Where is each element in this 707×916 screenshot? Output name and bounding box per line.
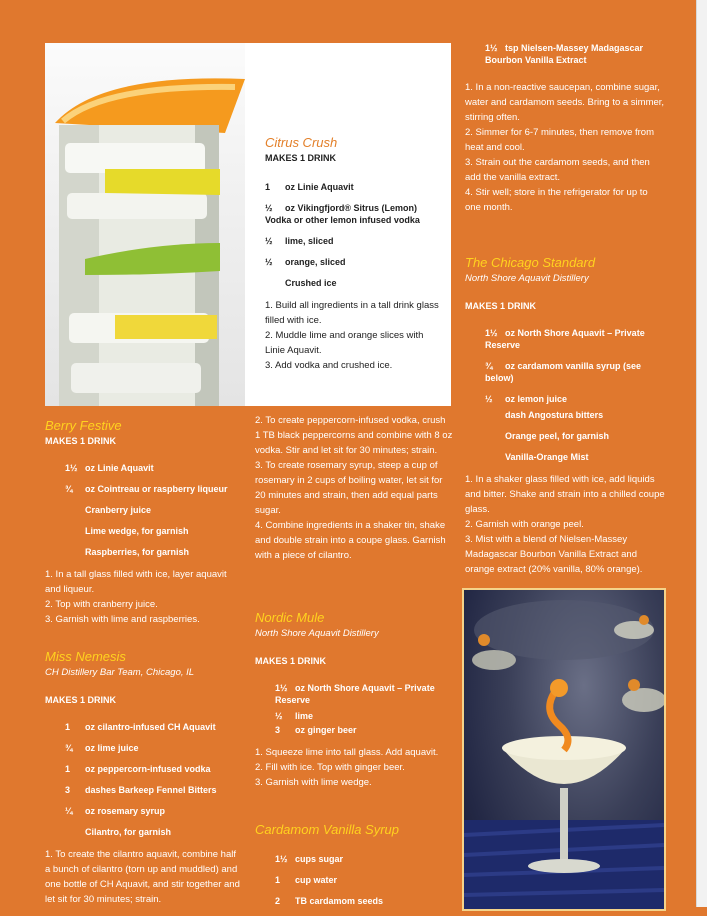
berry-festive-steps xyxy=(45,567,245,627)
cardamom-syrup-recipe xyxy=(255,822,453,916)
step: 4. Stir well; store in the refrigerator for up to one month. xyxy=(465,187,648,213)
ingredient: ½ orange, sliced xyxy=(265,257,346,267)
ingredient: Crushed ice xyxy=(285,278,337,288)
page-edge xyxy=(696,0,707,907)
cardamom-syrup-ingredients xyxy=(255,853,453,907)
berry-festive-makes: MAKES 1 DRINK xyxy=(45,436,117,446)
chicago-standard-subtitle: North Shore Aquavit Distillery xyxy=(465,273,589,284)
ingredient: 3 dashes Barkeep Fennel Bitters xyxy=(65,785,217,795)
step: 3. Garnish with lime wedge. xyxy=(255,777,372,788)
chicago-standard-makes: MAKES 1 DRINK xyxy=(465,301,537,311)
step: 1. In a tall glass filled with ice, layer aquavit and liqueur. xyxy=(45,569,227,595)
ingredient: dash Angostura bitters xyxy=(505,410,604,420)
ingredient: Cranberry juice xyxy=(85,505,152,515)
citrus-crush-ingredients xyxy=(265,181,445,289)
ingredient: 1½ oz Linie Aquavit xyxy=(65,463,154,473)
miss-nemesis-steps xyxy=(45,847,243,907)
step: 3. Add vodka and crushed ice. xyxy=(265,360,393,371)
chicago-standard-ingredients xyxy=(465,327,655,463)
step: 1. Squeeze lime into tall glass. Add aquavit. xyxy=(255,747,439,758)
step: 2. Simmer for 6-7 minutes, then remove from heat and cool. xyxy=(465,127,655,153)
step: 3. To create rosemary syrup, steep a cup of rosemary in 2 cups of boiling water, let sit for 20 minutes and strain, then add equal parts sugar. xyxy=(255,460,443,516)
citrus-crush-steps xyxy=(265,298,443,373)
ingredient: ¾ oz Cointreau or raspberry liqueur xyxy=(65,484,228,494)
ingredient: 1½ oz North Shore Aquavit – Private Reserve xyxy=(485,328,645,350)
coupe-glasses-image xyxy=(464,590,664,909)
ingredient: 1½ oz North Shore Aquavit – Private Reserve xyxy=(275,683,435,705)
ingredient: ¾ oz lime juice xyxy=(65,743,139,753)
miss-nemesis-steps-continued xyxy=(255,413,453,563)
miss-nemesis-title: Miss Nemesis xyxy=(45,649,126,664)
citrus-crush-recipe xyxy=(265,135,445,373)
ingredient: 2 TB cardamom seeds xyxy=(275,896,384,906)
ingredient: 1 cup water xyxy=(275,875,338,885)
nordic-mule-subtitle: North Shore Aquavit Distillery xyxy=(255,628,379,639)
nordic-mule-steps xyxy=(255,745,453,790)
nordic-mule-makes: MAKES 1 DRINK xyxy=(255,656,327,666)
ingredient: Raspberries, for garnish xyxy=(85,547,190,557)
step: 3. Garnish with lime and raspberries. xyxy=(45,614,200,625)
berry-festive-ingredients xyxy=(45,462,245,558)
ingredient: ¾ oz cardamom vanilla syrup (see below) xyxy=(485,361,642,383)
ingredient: ½ oz lemon juice xyxy=(485,394,568,404)
cardamom-syrup-continued xyxy=(465,42,665,215)
cardamom-syrup-steps xyxy=(465,80,665,215)
hero-panel xyxy=(45,43,451,406)
ingredient: 1 oz Linie Aquavit xyxy=(265,182,354,192)
step: 2. Fill with ice. Top with ginger beer. xyxy=(255,762,405,773)
step: 4. Combine ingredients in a shaker tin, shake and double strain into a coupe glass. Garnish with a piece of cilantro. xyxy=(255,520,446,561)
step: 3. Mist with a blend of Nielsen-Massey Madagascar Bourbon Vanilla Extract and orange extract (20% vanilla, 80% orange). xyxy=(465,534,643,575)
step: 1. Build all ingredients in a tall drink glass filled with ice. xyxy=(265,300,439,326)
cardamom-syrup-title: Cardamom Vanilla Syrup xyxy=(255,822,400,837)
citrus-crush-makes: MAKES 1 DRINK xyxy=(265,153,337,163)
nordic-mule-ingredients xyxy=(255,682,445,736)
berry-festive-title: Berry Festive xyxy=(45,418,122,433)
chicago-standard-title: The Chicago Standard xyxy=(465,255,596,270)
ingredient: ¼ oz rosemary syrup xyxy=(65,806,166,816)
step: 3. Strain out the cardamom seeds, and then add the vanilla extract. xyxy=(465,157,650,183)
miss-nemesis-makes: MAKES 1 DRINK xyxy=(45,695,117,705)
step: 2. Muddle lime and orange slices with Linie Aquavit. xyxy=(265,330,424,356)
ingredient: 1 oz peppercorn-infused vodka xyxy=(65,764,211,774)
ingredient: 1½ tsp Nielsen-Massey Madagascar Bourbon Vanilla Extract xyxy=(485,43,644,65)
ingredient: Orange peel, for garnish xyxy=(505,431,610,441)
nordic-mule-recipe xyxy=(255,610,453,790)
ingredient: ½ lime xyxy=(275,711,314,721)
step: 1. In a non-reactive saucepan, combine sugar, water and cardamom seeds. Bring to a simmer, stirring often. xyxy=(465,82,665,123)
step: 2. To create peppercorn-infused vodka, crush 1 TB black peppercorns and combine with 8 oz vodka. Stir and let sit for 30 minutes; strain. xyxy=(255,415,453,456)
chicago-standard-steps xyxy=(465,472,665,577)
miss-nemesis-subtitle: CH Distillery Bar Team, Chicago, IL xyxy=(45,667,195,678)
ingredient: Lime wedge, for garnish xyxy=(85,526,189,536)
step: 1. To create the cilantro aquavit, combine half a bunch of cilantro (torn up and muddled) and one bottle of CH Aquavit, and stir together and let sit for 30 minutes; strain. xyxy=(45,849,240,905)
step: 1. In a shaker glass filled with ice, add liquids and bitter. Shake and strain into a chilled coupe glass. xyxy=(465,474,665,515)
citrus-crush-title: Citrus Crush xyxy=(265,135,338,150)
ingredient: Vanilla-Orange Mist xyxy=(505,452,589,462)
miss-nemesis-recipe xyxy=(45,649,245,907)
nordic-mule-title: Nordic Mule xyxy=(255,610,325,625)
ingredient: 3 oz ginger beer xyxy=(275,725,357,735)
chicago-standard-recipe xyxy=(465,255,665,577)
ingredient: Cilantro, for garnish xyxy=(85,827,172,837)
berry-festive-recipe xyxy=(45,418,245,627)
miss-nemesis-ingredients xyxy=(45,721,245,838)
ingredient: ½ lime, sliced xyxy=(265,236,334,246)
step: 2. Garnish with orange peel. xyxy=(465,519,584,530)
step: 2. Top with cranberry juice. xyxy=(45,599,158,610)
coupe-cocktail-photo xyxy=(462,588,666,911)
ingredient: 1½ cups sugar xyxy=(275,854,344,864)
tall-drink-photo xyxy=(45,43,245,406)
ingredient: ½ oz Vikingfjord® Sitrus (Lemon) Vodka or other lemon infused vodka xyxy=(265,203,420,225)
ingredient: 1 oz cilantro-infused CH Aquavit xyxy=(65,722,216,732)
